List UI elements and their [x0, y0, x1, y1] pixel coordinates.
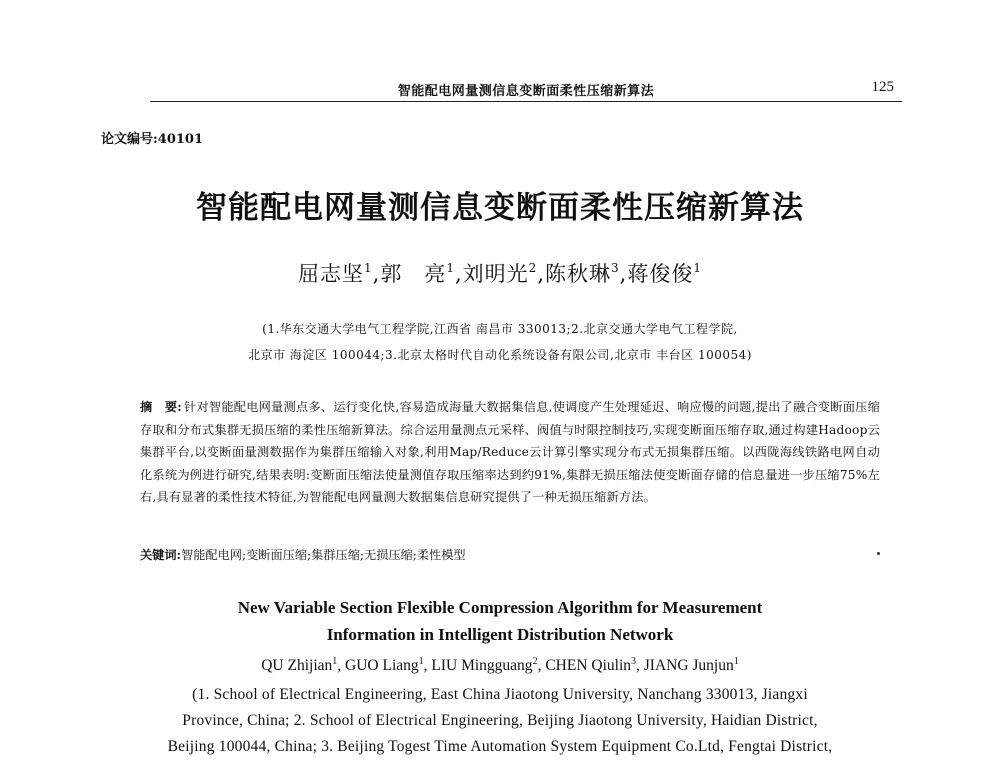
affiliation-en-line-3: Beijing 100044, China; 3. Beijing Togest Time Automation System Equipment Co.Ltd, Fengtai District, [167, 738, 833, 755]
author-affil-mark: 2 [528, 261, 538, 275]
author-cn: 蒋俊俊 [627, 262, 694, 286]
running-title: 智能配电网量测信息变断面柔性压缩新算法 [397, 84, 655, 99]
affiliation-en-line-1: (1. School of Electrical Engineering, East China Jiaotong University, Nanchang 330013, Jiangxi [192, 686, 808, 703]
author-en: CHEN Qiulin [545, 657, 631, 674]
author-en: JIANG Junjun [643, 657, 734, 674]
author-affil-mark: 3 [631, 656, 636, 667]
author-affil-mark: 2 [532, 656, 538, 667]
author-separator: , [372, 262, 381, 286]
paper-title-en-line-1: New Variable Section Flexible Compression Algorithm for Measurement [237, 598, 763, 617]
author-separator: , [537, 262, 545, 286]
running-header [150, 76, 902, 102]
author-affil-mark: 1 [332, 656, 338, 667]
author-cn: 刘明光 [462, 262, 529, 286]
author-separator: , [337, 657, 346, 674]
author-cn: 陈秋琳 [545, 262, 611, 286]
affiliation-cn-line-1: (1.华东交通大学电气工程学院,江西省 南昌市 330013;2.北京交通大学电气工程学院, [262, 322, 738, 336]
author-separator: , [537, 657, 546, 674]
author-separator: , [454, 262, 463, 286]
affiliation-en-line-2: Province, China; 2. School of Electrical Engineering, Beijing Jiaotong University, Haidian District, [182, 712, 818, 729]
page-number: 125 [871, 79, 894, 95]
author-affil-mark: 1 [364, 261, 373, 275]
abstract-text: 针对智能配电网量测点多、运行变化快,容易造成海量大数据集信息,使调度产生处理延迟、响应慢的问题,提出了融合变断面压缩存取和分布式集群无损压缩的柔性压缩新算法。综合运用量测点元采样、阀值与时限控制技巧,实现变断面压缩存取,通过构建Hadoop云集群平台,以变断面量测数据作为集群压缩输入对象,利用Map/Reduce云计算引擎实现分布式无损集群压缩。以西陇海线铁路电网自动化系统为例进行研究,结果表明:变断面压缩法使量测值存取压缩率达到约91%,集群无损压缩法使变断面存储的信息量进一步压缩75%左右,具有显著的柔性技术特征,为智能配电网量测大数据集信息研究提供了一种无损压缩新方法。 [140, 400, 880, 504]
author-separator: , [636, 657, 644, 674]
paper-title-en-line-2: Information in Intelligent Distribution Network [326, 625, 674, 644]
author-affil-mark: 1 [446, 261, 455, 275]
author-affil-mark: 3 [611, 261, 620, 275]
author-affil-mark: 1 [693, 261, 702, 275]
keywords-label: 关键词: [140, 548, 182, 562]
scan-speck [877, 552, 880, 555]
article-number: 论文编号:40101 [101, 132, 204, 147]
paper-title-cn: 智能配电网量测信息变断面柔性压缩新算法 [196, 190, 804, 226]
author-separator: , [423, 657, 432, 674]
affiliation-cn-line-2: 北京市 海淀区 100044;3.北京太格时代自动化系统设备有限公司,北京市 丰台区 100054) [248, 348, 752, 362]
author-cn: 屈志坚 [298, 262, 365, 286]
header-rule [150, 101, 902, 102]
author-en: LIU Mingguang [431, 657, 533, 674]
author-cn: 郭 亮 [380, 262, 447, 286]
keywords [140, 546, 880, 563]
keywords-text: 智能配电网;变断面压缩;集群压缩;无损压缩;柔性模型 [181, 548, 466, 562]
author-en: GUO Liang [345, 657, 419, 674]
author-list-cn [0, 258, 1000, 288]
author-separator: , [619, 262, 628, 286]
author-en: QU Zhijian [261, 657, 333, 674]
abstract-label: 摘 要: [140, 400, 182, 414]
abstract [140, 396, 880, 509]
author-list-en [0, 656, 1000, 675]
author-affil-mark: 1 [733, 656, 739, 667]
author-affil-mark: 1 [418, 656, 424, 667]
